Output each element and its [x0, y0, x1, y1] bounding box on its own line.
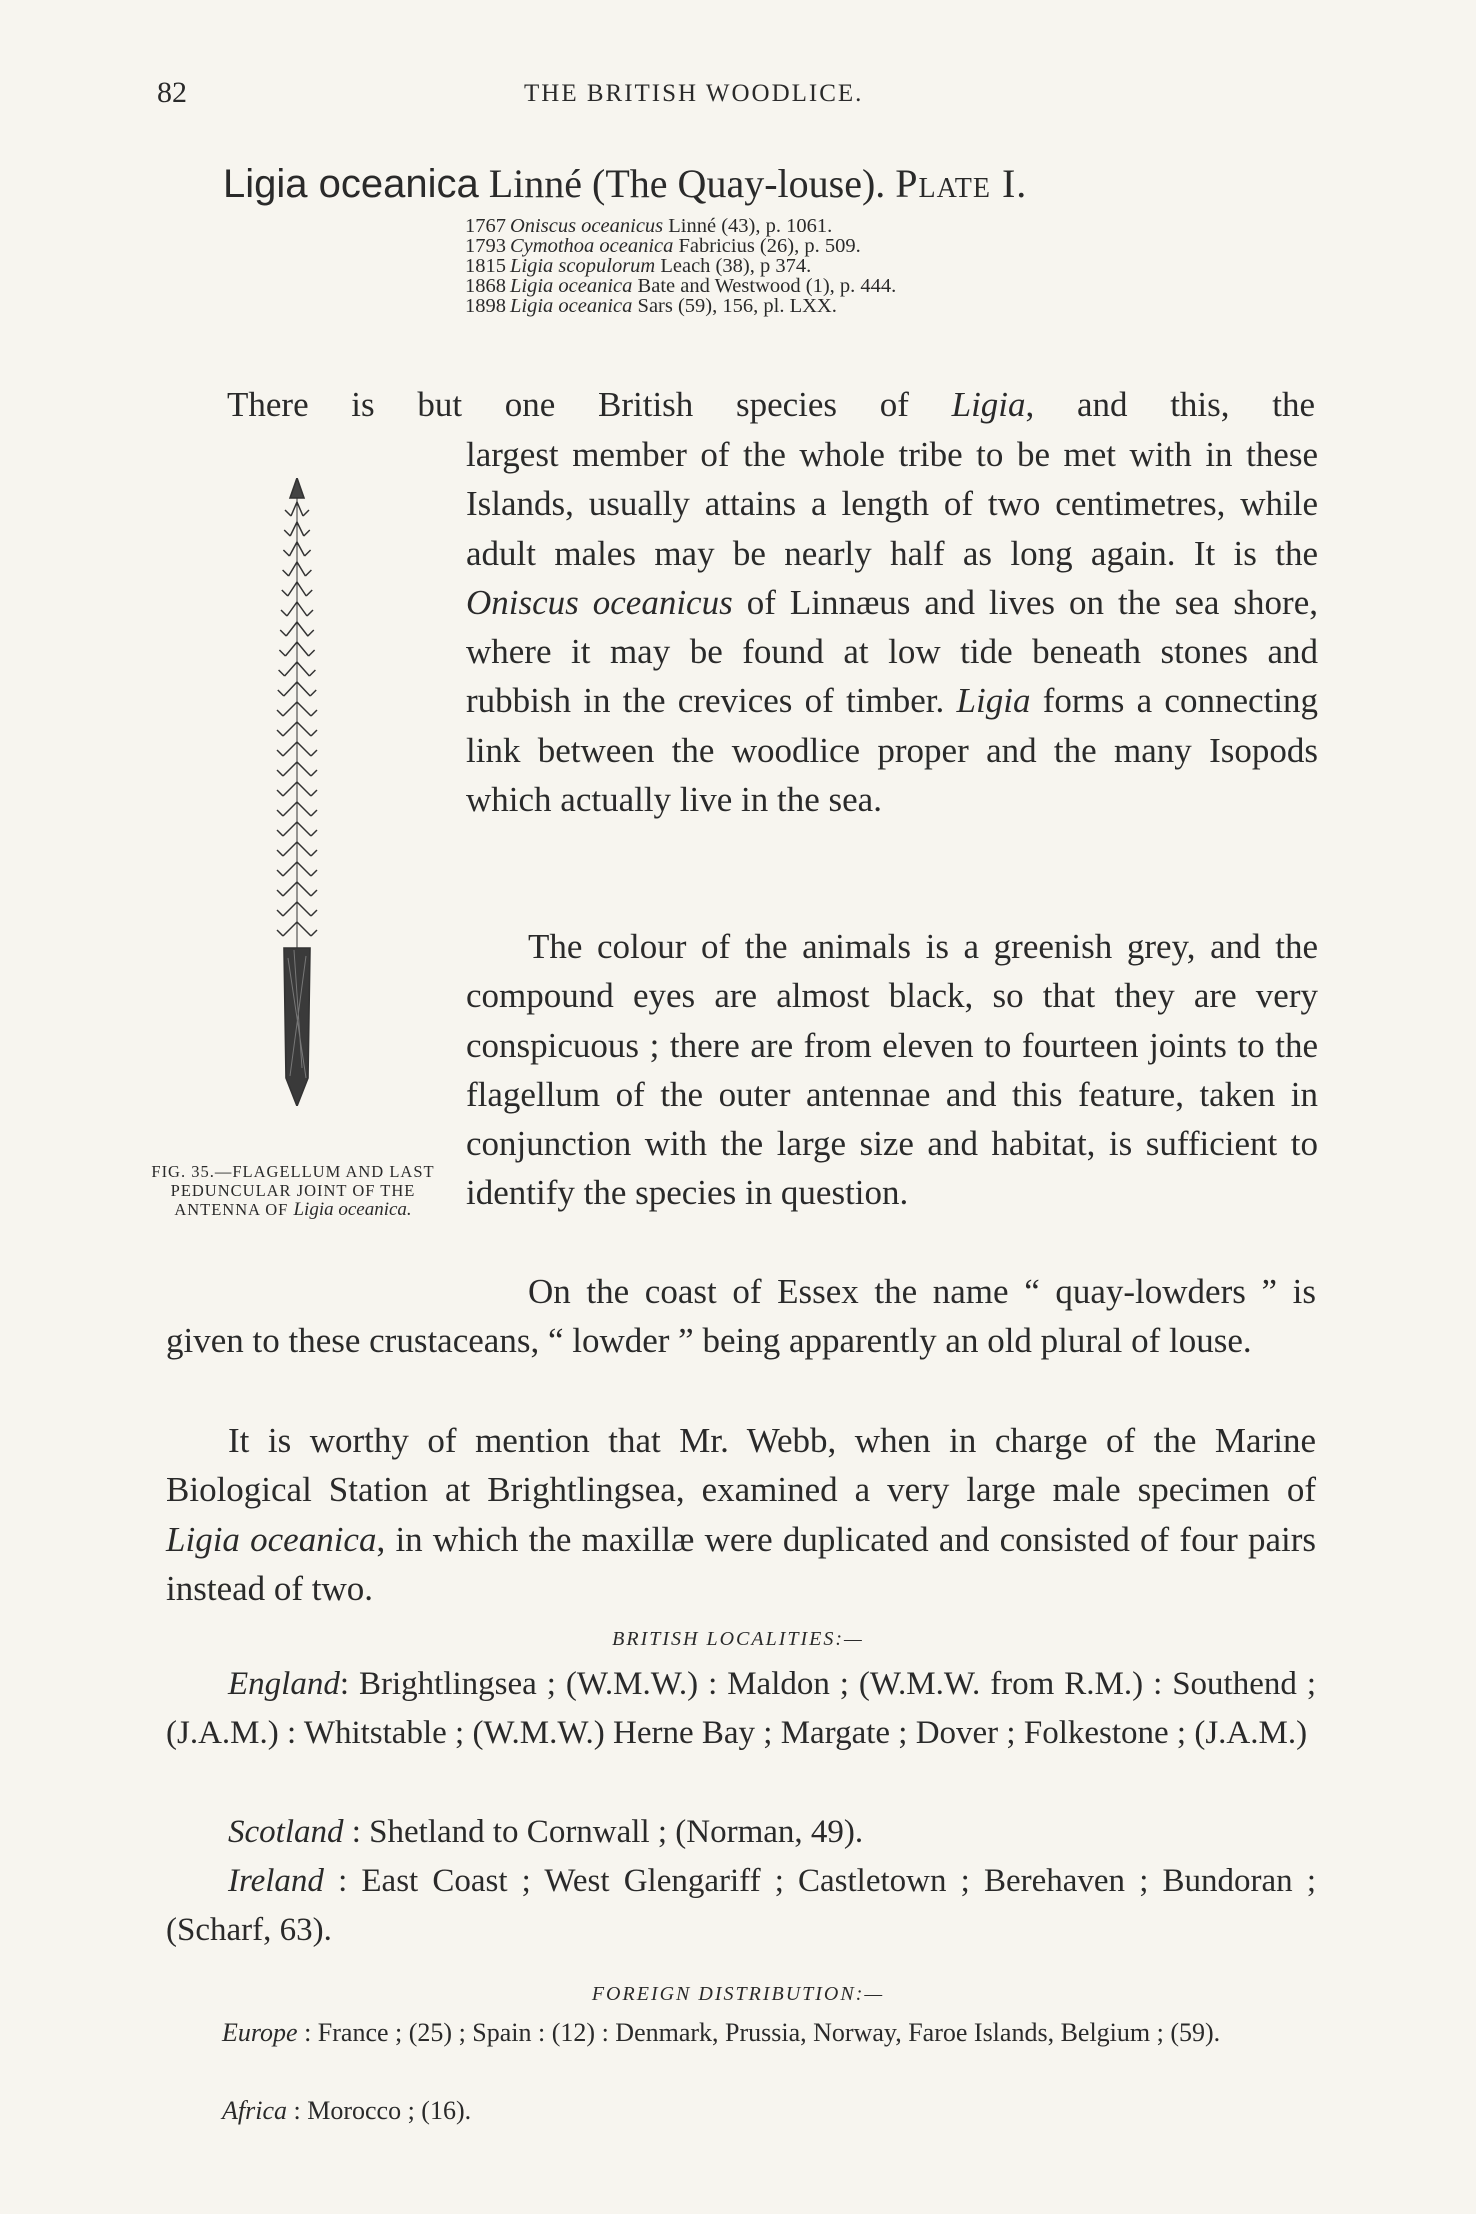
- synonymy-ref: Sars (59), 156, pl. LXX.: [632, 295, 837, 317]
- webb-part-a: It is worthy of mention that Mr. Webb, when in charge of the Marine Biological Station at Brightlingsea, examined a very large male specimen of: [166, 1421, 1316, 1510]
- synonymy-ref: Fabricius (26), p. 509.: [673, 235, 861, 257]
- england-label: England: [228, 1666, 340, 1702]
- synonymy-row: [465, 276, 896, 296]
- synonymy-row: [465, 216, 896, 236]
- figure-caption: [148, 1162, 438, 1219]
- synonymy-name: Ligia oceanica: [510, 295, 633, 317]
- webb-paragraph: [166, 1416, 1316, 1613]
- synonymy-ref: Bate and Westwood (1), p. 444.: [632, 275, 897, 297]
- scotland-text: : Shetland to Cornwall ; (Norman, 49).: [343, 1814, 864, 1850]
- locality-ireland: [166, 1857, 1316, 1955]
- distribution-europe: [166, 2013, 1316, 2053]
- species-name: Ligia oceanica: [223, 162, 479, 206]
- synonymy-year: 1815: [465, 255, 506, 277]
- synonymy-row: [465, 256, 896, 276]
- antenna-illustration: [266, 478, 328, 1106]
- synonymy-name: Oniscus oceanicus: [510, 215, 664, 237]
- ireland-text: : East Coast ; West Glengariff ; Castletown ; Berehaven ; Bundoran ; (Scharf, 63).: [166, 1863, 1316, 1948]
- intro-paragraph: [466, 430, 1318, 824]
- europe-label: Europe: [222, 2018, 298, 2047]
- running-head: THE BRITISH WOODLICE.: [524, 80, 864, 107]
- species-title: [223, 160, 1027, 207]
- intro-part-2: of Linnæus and lives on the sea shore, where it may be found at low tide beneath stones and rubbish in the crevices of timber.: [466, 582, 1318, 721]
- synonymy-year: 1793: [465, 235, 506, 257]
- webb-species: Ligia oceanica: [166, 1519, 377, 1559]
- synonymy-name: Cymothoa oceanica: [510, 235, 674, 257]
- colour-paragraph: The colour of the animals is a greenish grey, and the compound eyes are almost black, so that they are very conspicuous ; there are from eleven to fourteen joints to the flagellum of the outer antennae and this feature, taken in conjunction with the large size and habitat, is sufficient to identify the species in question.: [466, 927, 1318, 1213]
- intro-part-3: forms a connecting link between the woodlice proper and the many Isopods which actually live in the sea.: [466, 681, 1318, 820]
- intro-italic-1: Oniscus oceanicus: [466, 582, 733, 622]
- synonymy-year: 1898: [465, 295, 506, 317]
- page-number: 82: [157, 76, 187, 109]
- synonymy-ref: Leach (38), p 374.: [655, 255, 812, 277]
- intro-part-1: largest member of the whole tribe to be met with in these Islands, usually attains a length of two centimetres, while adult males may be nearly half as long again. It is the: [466, 435, 1318, 573]
- africa-text: : Morocco ; (16).: [287, 2096, 472, 2125]
- localities-heading: BRITISH LOCALITIES:—: [612, 1628, 864, 1650]
- england-text: : Brightlingsea ; (W.M.W.) : Maldon ; (W.M.W. from R.M.) : Southend ; (J.A.M.) : Whitstable ; (W.M.W.) Herne Bay ; Margate ; Dover ; Folkestone ; (J.A.M.): [166, 1666, 1316, 1751]
- caption-text: FIG. 35.—FLAGELLUM AND LAST PEDUNCULAR JOINT OF THE ANTENNA OF: [151, 1162, 435, 1219]
- scotland-label: Scotland: [228, 1814, 344, 1850]
- synonymy-name: Ligia oceanica: [510, 275, 633, 297]
- synonymy-list: [465, 216, 896, 316]
- synonymy-year: 1868: [465, 275, 506, 297]
- synonymy-ref: Linné (43), p. 1061.: [663, 215, 833, 237]
- africa-label: Africa: [222, 2096, 287, 2125]
- ireland-label: Ireland: [228, 1863, 324, 1899]
- intro-text-a: There is but one British species of: [227, 385, 952, 424]
- foreign-heading: FOREIGN DISTRIBUTION:—: [591, 1983, 885, 2005]
- species-authority: Linné (The Quay-louse).: [488, 161, 886, 206]
- intro-genus: Ligia: [951, 385, 1026, 424]
- europe-text: : France ; (25) ; Spain : (12) : Denmark, Prussia, Norway, Faroe Islands, Belgium ; (59).: [297, 2018, 1221, 2047]
- synonymy-row: [465, 236, 896, 256]
- synonymy-name: Ligia scopulorum: [510, 255, 656, 277]
- essex-paragraph: On the coast of Essex the name “ quay-lowders ” is given to these crustaceans, “ lowder ” being apparently an old plural of louse.: [166, 1272, 1316, 1361]
- plate-reference: Plate I.: [895, 161, 1028, 206]
- webb-part-b: , in which the maxillæ were duplicated and consisted of four pairs instead of two.: [166, 1519, 1316, 1608]
- locality-england: [166, 1660, 1316, 1758]
- intro-italic-2: Ligia: [956, 681, 1031, 721]
- synonymy-row: [465, 296, 896, 316]
- synonymy-year: 1767: [465, 215, 506, 237]
- caption-species: Ligia oceanica.: [293, 1199, 412, 1220]
- intro-text-b: , and this, the: [1025, 385, 1315, 424]
- locality-scotland: [166, 1808, 1316, 1857]
- distribution-africa: [166, 2091, 1316, 2131]
- intro-first-line: [227, 380, 1315, 429]
